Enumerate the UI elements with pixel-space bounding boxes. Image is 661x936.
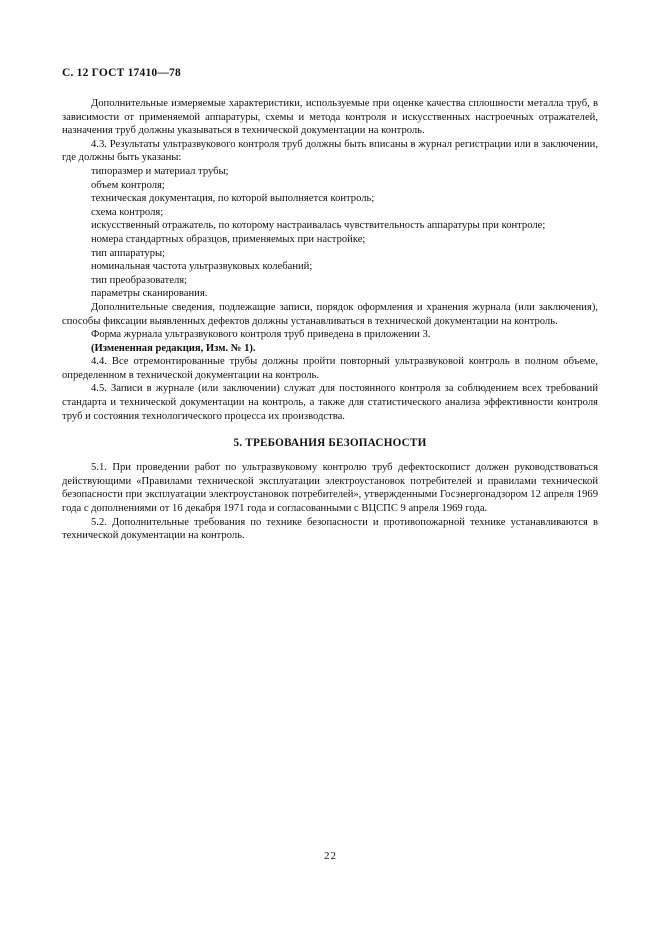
list-item: типоразмер и материал трубы; bbox=[91, 165, 229, 177]
list-item: номера стандартных образцов, применяемых при настройке; bbox=[91, 233, 366, 245]
paragraph-4-5: 4.5. Записи в журнале (или заключении) служат для постоянного контроля за соблюдением всех требований стандарта и технической документации на контроль, а также для статистического анализа эффективности контроля труб и состояния технологического процесса их производства. bbox=[62, 383, 598, 422]
page-header: С. 12 ГОСТ 17410—78 bbox=[62, 67, 181, 79]
paragraph-journal-form: Форма журнала ультразвукового контроля труб приведена в приложении 3. bbox=[91, 329, 431, 341]
paragraph-additional-info: Дополнительные сведения, подлежащие записи, порядок оформления и хранения журнала (или заключения), способы фиксации выявленных дефектов должны устанавливаться в технической документации на контроль. bbox=[62, 301, 598, 327]
page-number: 22 bbox=[324, 850, 337, 862]
list-item: тип преобразователя; bbox=[91, 274, 188, 286]
paragraph-4-3: 4.3. Результаты ультразвукового контроля труб должны быть вписаны в журнал регистрации или в заключении, где должны быть указаны: bbox=[62, 138, 598, 164]
document-body bbox=[62, 97, 598, 543]
list-item: номинальная частота ультразвуковых колебаний; bbox=[91, 261, 313, 273]
list-item: схема контроля; bbox=[91, 206, 164, 218]
section-title: 5. ТРЕБОВАНИЯ БЕЗОПАСНОСТИ bbox=[233, 437, 427, 450]
edition-note: (Измененная редакция, Изм. № 1). bbox=[91, 342, 256, 354]
paragraph-additional-characteristics: Дополнительные измеряемые характеристики, используемые при оценке качества сплошности металла труб, в зависимости от применяемой аппаратуры, схемы и метода контроля и искусственных настроечных отражателей, назначения труб должны указываться в технической документации на контроль. bbox=[62, 98, 598, 137]
paragraph-5-1: 5.1. При проведении работ по ультразвуковому контролю труб дефектоскопист должен руководствоваться действующими «Правилами технической эксплуатации электроустановок потребителей и правилами технической безопасности при эксплуатации электроустановок потребителей», утвержденными Госэнергонадзором 12 апреля 1969 года с дополнениями от 16 декабря 1971 года и согласованными с ВЦСПС 9 апреля 1969 года. bbox=[62, 462, 598, 515]
list-item: техническая документация, по которой выполняется контроль; bbox=[91, 193, 375, 205]
list-item: объем контроля; bbox=[91, 179, 165, 191]
paragraph-5-2: 5.2. Дополнительные требования по технике безопасности и противопожарной технике устанавливаются в технической документации на контроль. bbox=[62, 516, 598, 542]
list-item: искусственный отражатель, по которому настраивалась чувствительность аппаратуры при контроле; bbox=[91, 220, 546, 232]
list-item: параметры сканирования. bbox=[91, 288, 208, 300]
list-item: тип аппаратуры; bbox=[91, 247, 166, 259]
paragraph-4-4: 4.4. Все отремонтированные трубы должны пройти повторный ультразвуковой контроль в полном объеме, определенном в технической документации на контроль. bbox=[62, 356, 598, 381]
